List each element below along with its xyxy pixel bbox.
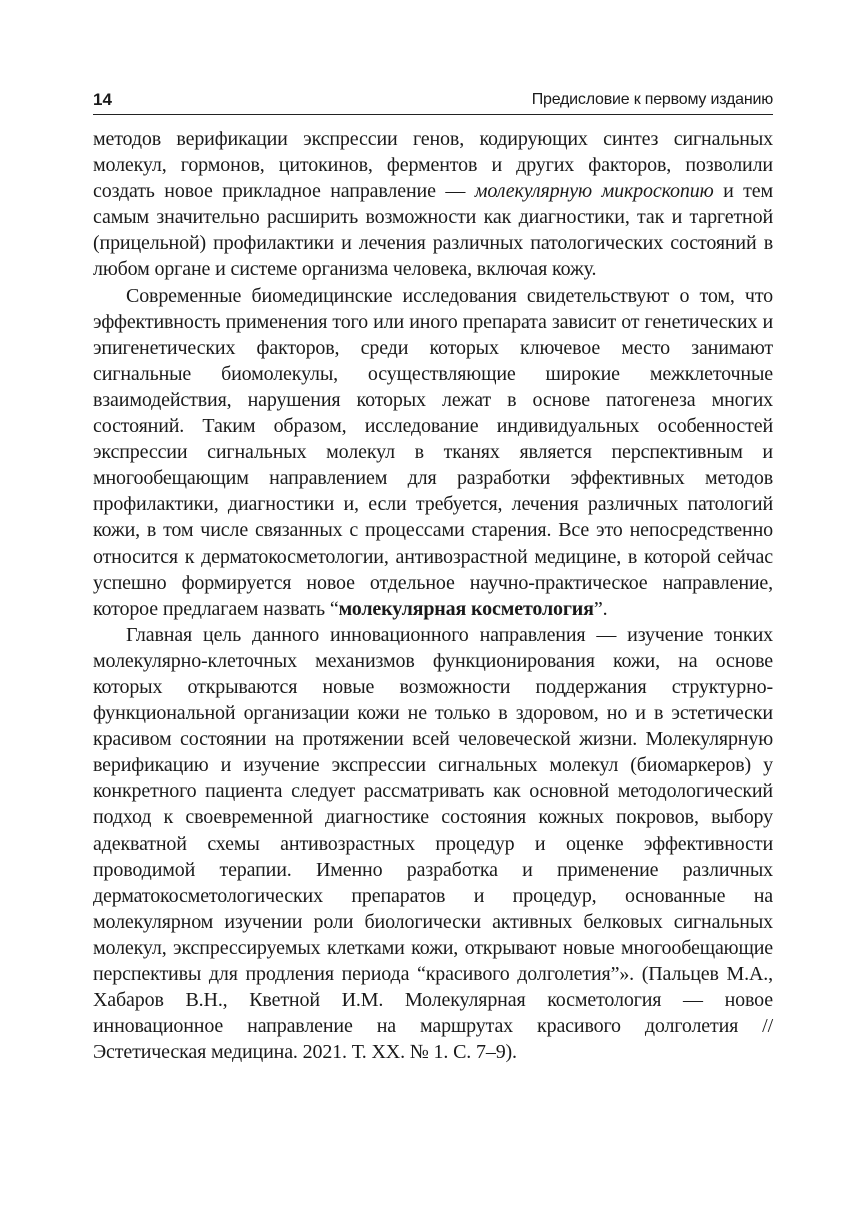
bold-term: молекулярная косметология: [338, 597, 594, 620]
body-text: [93, 126, 773, 1065]
page-header: [93, 88, 773, 115]
running-title: Предисловие к первому изданию: [531, 91, 773, 108]
paragraph-1-text-a: методов верификации экспрессии генов, кодирующих синтез сигнальных молекул, гормонов, цитокинов, ферментов и других факторов, позволили создать новое прикладное направление —: [93, 128, 773, 203]
paragraph-3: Главная цель данного инновационного направления — изучение тонких молекулярно-клеточных механизмов функционирования кожи, на основе которых открываются новые возможности поддержания структурно-функциональной организации кожи не только в здоровом, но и в эстетически красивом состоянии на протяжении всей человеческой жизни. Молекулярную верификацию и изучение экспрессии сигнальных молекул (биомаркеров) у конкретного пациента следует рассматривать как основной методологический подход к своевременной диагностике состояния кожных покровов, выбору адекватной схемы антивозрастных процедур и оценке эффективности проводимой терапии. Именно разработка и применение различных дерматокосметологических препаратов и процедур, основанные на молекулярном изучении роли биологически активных белковых сигнальных молекул, экспрессируемых клетками кожи, открывают новые многообещающие перспективы для продления периода “красивого долголетия”». (Пальцев М.А., Хабаров В.Н., Кветной И.М. Молекулярная косметология — новое инновационное направление на маршрутах красивого долголетия // Эстетическая медицина. 2021. Т. XX. № 1. С. 7–9).: [93, 623, 773, 1064]
paragraph-1: [93, 126, 773, 283]
italic-term: молекулярную микроскопию: [474, 180, 714, 203]
paragraph-2-text-a: Современные биомедицинские исследования свидетельствуют о том, что эффективность применения того или иного препарата зависит от генетических и эпигенетических факторов, среди которых ключевое место занимают сигнальные биомолекулы, осуществляющие широкие межклеточные взаимодействия, нарушения которых лежат в основе патогенеза многих состояний. Таким образом, исследование индивидуальных особенностей экспрессии сигнальных молекул в тканях является перспективным и многообещающим направлением для разработки эффективных методов профилактики, диагностики и, если требуется, лечения различных патологий кожи, в том числе связанных с процессами старения. Все это непосредственно относится к дерматокосметологии, антивозрастной медицине, в которой сейчас успешно формируется новое отдельное научно-практическое направление, которое предлагаем назвать “: [93, 284, 773, 620]
paragraph-2: [93, 283, 773, 622]
page-number: 14: [93, 90, 112, 109]
paragraph-2-text-b: ”.: [593, 597, 608, 620]
paragraph-1-text-b: и тем самым значительно расширить возможности как диагностики, так и таргетной (прицельной) профилактики и лечения различных патологических состояний в любом органе и системе организма человека, включая кожу.: [93, 180, 773, 281]
